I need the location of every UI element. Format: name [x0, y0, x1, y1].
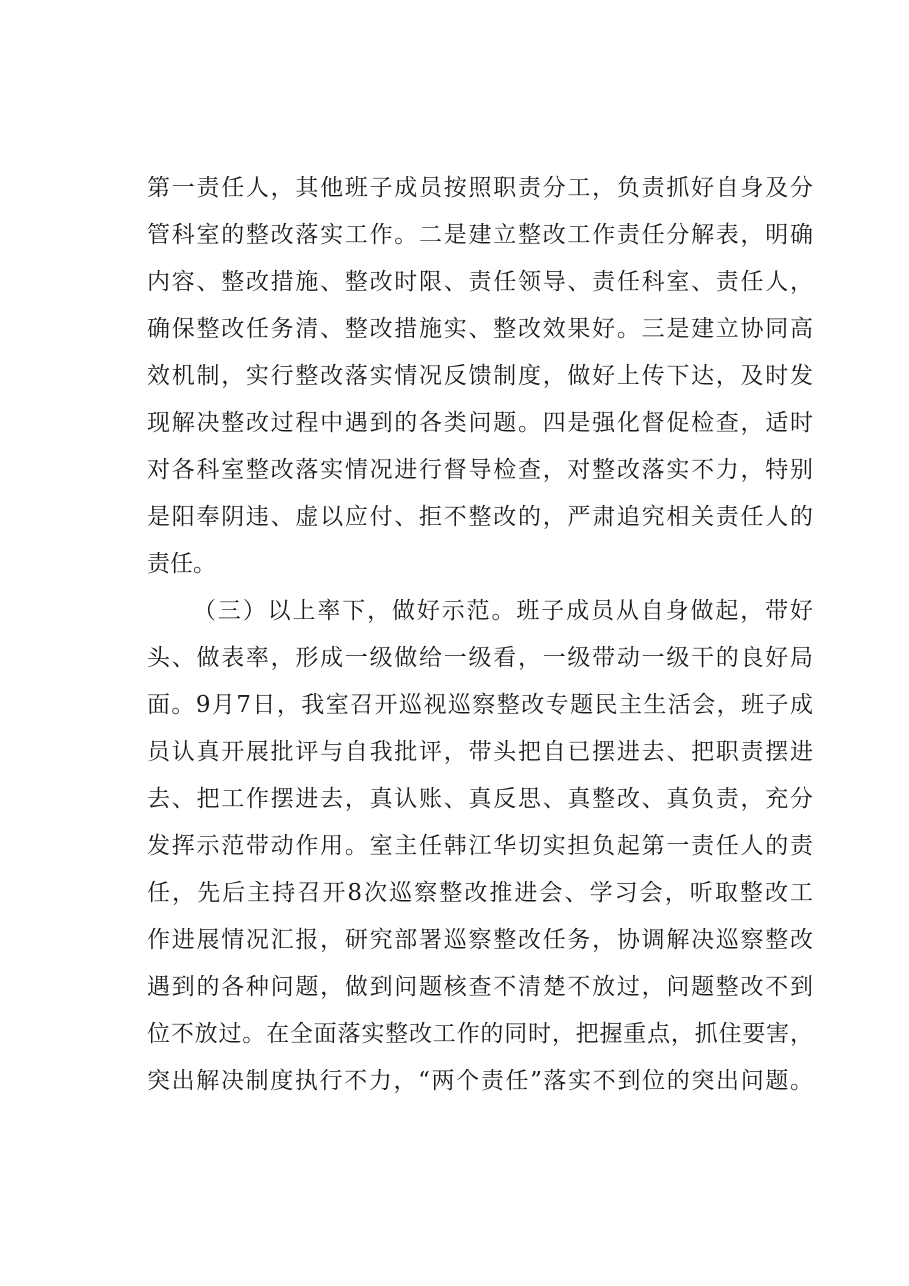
paragraph-line: 突出解决制度执行不力，“两个责任”落实不到位的突出问题。 — [147, 1068, 813, 1094]
paragraph-line: 去、把工作摆进去，真认账、真反思、真整改、真负责，充分 — [147, 786, 813, 812]
paragraph-line: 遇到的各种问题，做到问题核查不清楚不放过，问题整改不到 — [147, 974, 813, 1000]
paragraph-line: 确保整改任务清、整改措施实、整改效果好。三是建立协同高 — [147, 316, 813, 342]
paragraph-line: 发挥示范带动作用。室主任韩江华切实担负起第一责任人的责 — [147, 833, 813, 859]
paragraph-line: 面。9月7日，我室召开巡视巡察整改专题民主生活会，班子成 — [147, 692, 813, 718]
paragraph-line: 管科室的整改落实工作。二是建立整改工作责任分解表，明确 — [147, 222, 813, 248]
paragraph-line: 头、做表率，形成一级做给一级看，一级带动一级干的良好局 — [147, 645, 813, 671]
paragraph-line: 现解决整改过程中遇到的各类问题。四是强化督促检查，适时 — [147, 410, 813, 436]
paragraph-line: 作进展情况汇报，研究部署巡察整改任务，协调解决巡察整改 — [147, 927, 813, 953]
paragraph-line: 是阳奉阴违、虚以应付、拒不整改的，严肃追究相关责任人的 — [147, 504, 813, 530]
paragraph-line: 效机制，实行整改落实情况反馈制度，做好上传下达，及时发 — [147, 363, 813, 389]
paragraph-line: 第一责任人，其他班子成员按照职责分工，负责抓好自身及分 — [147, 175, 813, 201]
paragraph-line: 员认真开展批评与自我批评，带头把自已摆进去、把职责摆进 — [147, 739, 813, 765]
paragraph-line: 任，先后主持召开8次巡察整改推进会、学习会，听取整改工 — [147, 880, 813, 906]
paragraph-line: 责任。 — [147, 551, 216, 577]
paragraph-line: 内容、整改措施、整改时限、责任领导、责任科室、责任人， — [147, 269, 813, 295]
section-heading-line: （三）以上率下，做好示范。班子成员从自身做起，带好 — [193, 598, 813, 624]
paragraph-line: 对各科室整改落实情况进行督导检查，对整改落实不力，特别 — [147, 457, 813, 483]
paragraph-line: 位不放过。在全面落实整改工作的同时，把握重点，抓住要害， — [147, 1021, 813, 1047]
